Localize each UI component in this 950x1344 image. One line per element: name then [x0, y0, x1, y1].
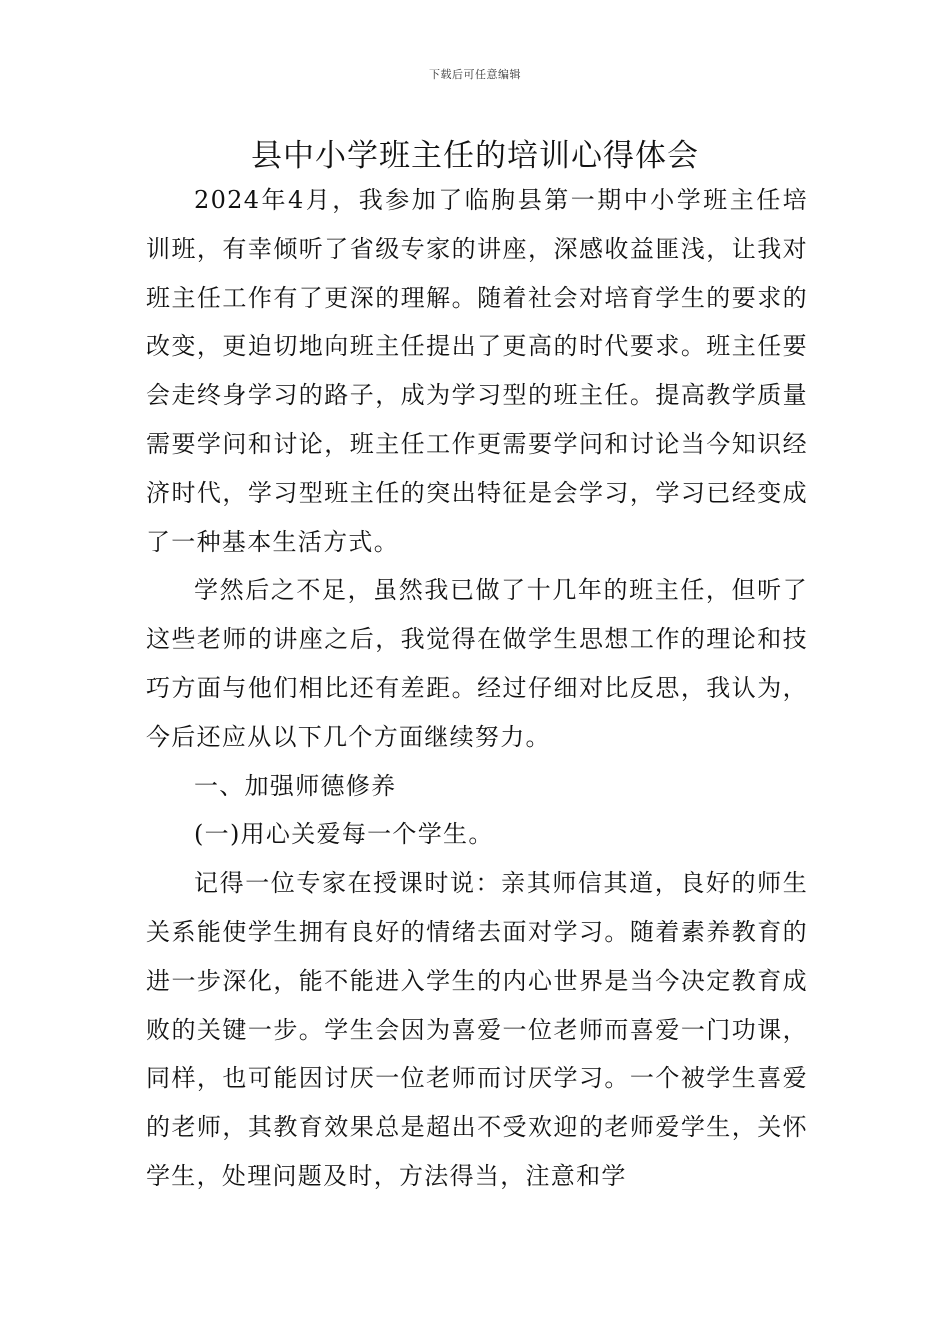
section-heading: 一、加强师德修养 — [194, 771, 397, 800]
paragraph-reflection: 学然后之不足，虽然我已做了十几年的班主任，但听了这些老师的讲座之后，我觉得在做学生思想工作的理论和技巧方面与他们相比还有差距。经过仔细对比反思，我认为，今后还应从以下几个方面继续努力。 — [146, 576, 808, 751]
paragraph-care-students: 记得一位专家在授课时说：亲其师信其道，良好的师生关系能使学生拥有良好的情绪去面对学习。随着素养教育的进一步深化，能不能进入学生的内心世界是当今决定教育成败的关键一步。学生会因为喜爱一位老师而喜爱一门功课，同样，也可能因讨厌一位老师而讨厌学习。一个被学生喜爱的老师，其教育效果总是超出不受欢迎的老师爱学生，关怀学生，处理问题及时，方法得当，注意和学 — [146, 869, 808, 1190]
header-note: 下载后可任意编辑 — [429, 68, 521, 81]
paragraph-intro: 2024年4月，我参加了临朐县第一期中小学班主任培训班，有幸倾听了省级专家的讲座，深感收益匪浅，让我对班主任工作有了更深的理解。随着社会对培育学生的要求的改变，更迫切地向班主任提出了更高的时代要求。班主任要会走终身学习的路子，成为学习型的班主任。提高教学质量需要学问和讨论，班主任工作更需要学问和讨论当今知识经济时代，学习型班主任的突出特征是会学习，学习已经变成了一种基本生活方式。 — [146, 186, 808, 556]
document-title: 县中小学班主任的培训心得体会 — [251, 138, 699, 174]
document-body — [146, 176, 808, 1201]
subsection-heading: (一)用心关爱每一个学生。 — [194, 820, 494, 849]
